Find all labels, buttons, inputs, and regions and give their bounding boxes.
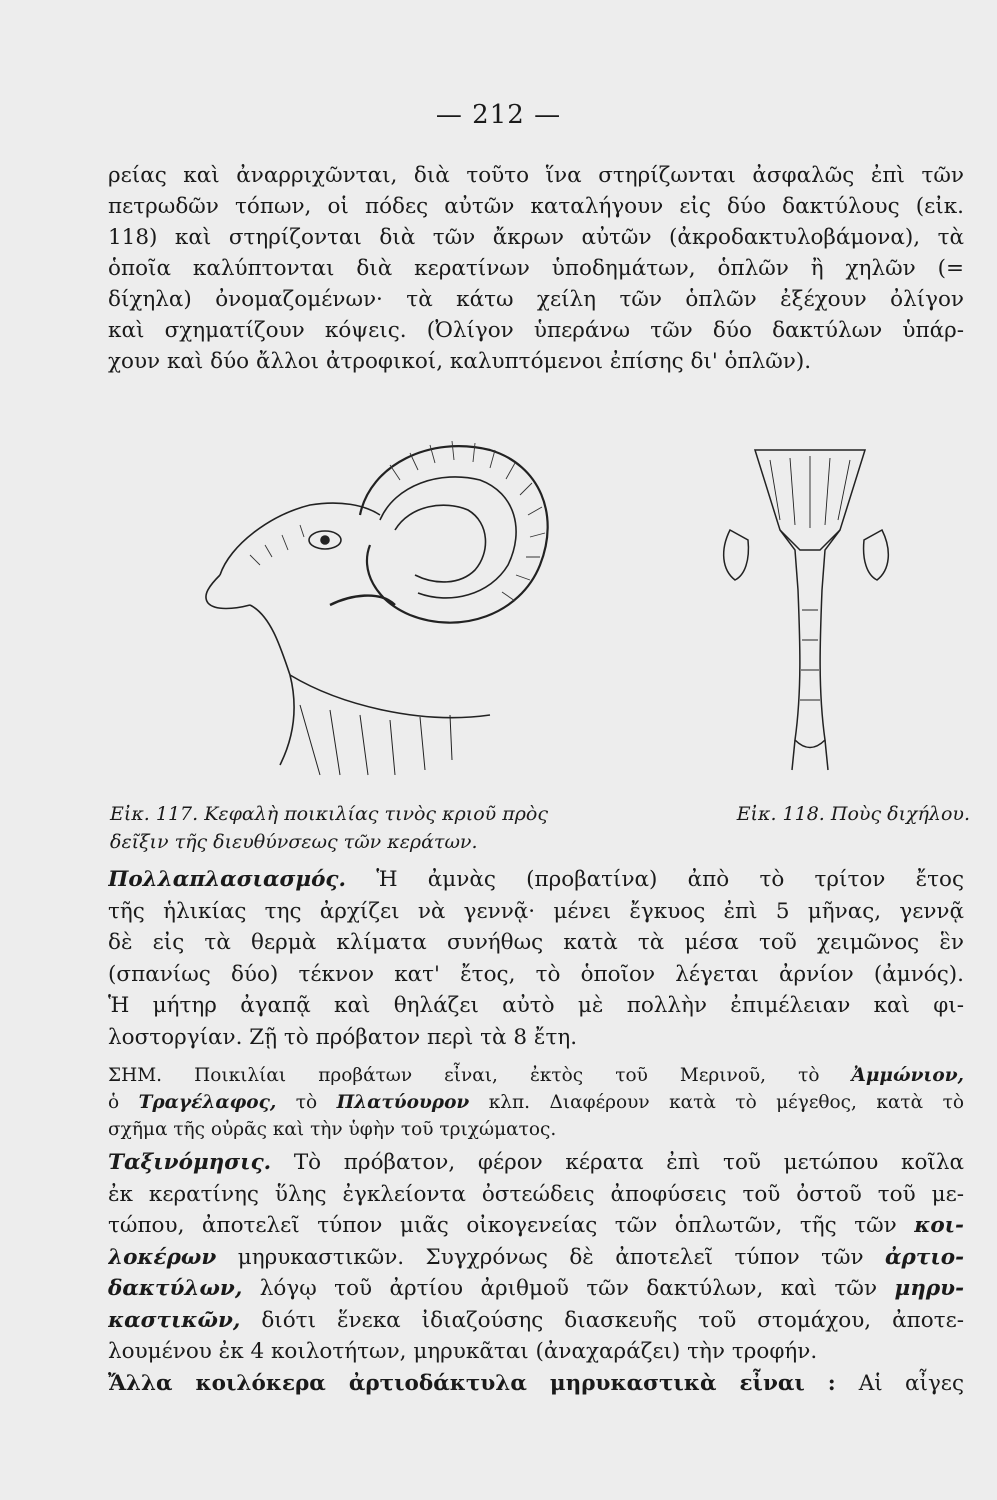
ram-head-illustration	[190, 405, 570, 785]
term: Πλατύουρον	[336, 1092, 470, 1113]
reproduction-paragraph	[108, 864, 964, 1053]
text-line	[108, 1305, 964, 1337]
figure-118-caption: Εἰκ. 118. Ποὺς διχήλου.	[736, 803, 970, 825]
text-span: κλπ. Διαφέρουν κατὰ τὸ μέγεθος, κατὰ τὸ	[469, 1092, 964, 1113]
text-span: τώπου, ἀποτελεῖ τύπον μιᾶς οἰκογενείας τῶν ὁπλωτῶν, τῆς τῶν	[108, 1213, 915, 1238]
term: Τραγέλαφος,	[138, 1092, 277, 1113]
text-line: 118) καὶ στηρίζονται διὰ τῶν ἄκρων αὐτῶν (ἀκροδακτυλοβάμονα), τὰ	[108, 225, 964, 250]
term: λοκέρων	[108, 1244, 217, 1270]
text-line	[108, 1368, 964, 1400]
text-span: Τὸ πρόβατον, φέρον κέρατα ἐπὶ τοῦ μετώπου κοῖλα	[271, 1150, 964, 1175]
classification-paragraph	[108, 1147, 964, 1399]
text-line	[108, 1089, 964, 1116]
text-line: σχῆμα τῆς οὐρᾶς καὶ τὴν ὑφὴν τοῦ τριχώματος.	[108, 1119, 557, 1140]
text-line: πετρωδῶν τόπων, οἱ πόδες αὐτῶν καταλήγουν εἰς δύο δακτύλους (εἰκ.	[108, 194, 964, 219]
text-line: τῆς ἡλικίας της ἀρχίζει νὰ γεννᾷ· μένει ἔγκυος ἐπὶ 5 μῆνας, γεννᾷ	[108, 898, 964, 924]
text-line	[108, 1273, 964, 1305]
text-line: λουμένου ἐκ 4 κοιλοτήτων, μηρυκᾶται (ἀναχαράζει) τὴν τροφήν.	[108, 1339, 818, 1364]
text-span: λόγῳ τοῦ ἀρτίου ἀριθμοῦ τῶν δακτύλων, καὶ τῶν	[242, 1276, 895, 1301]
figure-117-caption	[110, 800, 610, 856]
section-heading: Ταξινόμησις.	[108, 1150, 272, 1175]
term: μηρυ-	[894, 1276, 964, 1301]
caption-line: δεῖξιν τῆς διευθύνσεως τῶν κεράτων.	[110, 831, 478, 853]
text-line: χουν καὶ δύο ἄλλοι ἀτροφικοί, καλυπτόμενοι ἐπίσης δι' ὁπλῶν).	[108, 349, 812, 374]
term: κοι-	[914, 1213, 964, 1238]
text-span: ΣΗΜ. Ποικιλίαι προβάτων εἶναι, ἐκτὸς τοῦ Μερινοῦ, τὸ	[108, 1065, 852, 1086]
text-line	[108, 864, 964, 896]
section-heading: Πολλαπλασιασμός.	[108, 867, 347, 892]
term: Ἀμμώνιον,	[851, 1065, 964, 1086]
text-line: ὁποῖα καλύπτονται διὰ κερατίνων ὑποδημάτων, ὁπλῶν ἢ χηλῶν (=	[108, 256, 964, 281]
term: δακτύλων,	[108, 1276, 243, 1301]
note-paragraph	[108, 1062, 964, 1143]
page-number: — 212 —	[435, 100, 562, 130]
text-line: δίχηλα) ὀνομαζομένων· τὰ κάτω χείλη τῶν ὁπλῶν ἐξέχουν ὀλίγον	[108, 287, 964, 312]
text-line: (σπανίως δύο) τέκνον κατ' ἔτος, τὸ ὁποῖον λέγεται ἀρνίον (ἀμνός).	[108, 961, 964, 987]
term: ἀρτιο-	[885, 1244, 964, 1270]
text-line: καὶ σχηματίζουν κόψεις. (Ὀλίγον ὑπεράνω τῶν δύο δακτύλων ὑπάρ-	[108, 318, 964, 343]
text-span: ὁ	[108, 1092, 139, 1113]
text-line	[108, 1062, 964, 1089]
text-span: Αἱ αἶγες	[858, 1370, 964, 1396]
text-line: Ἡ μήτηρ ἀγαπᾷ καὶ θηλάζει αὐτὸ μὲ πολλὴν ἐπιμέλειαν καὶ φι-	[108, 993, 964, 1018]
text-span: Ἡ ἀμνὰς (προβατίνα) ἀπὸ τὸ τρίτον ἔτος	[346, 867, 964, 892]
cloven-foot-illustration	[710, 440, 910, 780]
text-line: λοστοργίαν. Ζῇ τὸ πρόβατον περὶ τὰ 8 ἔτη.	[108, 1024, 578, 1050]
text-line	[108, 1210, 964, 1242]
text-span: μηρυκαστικῶν. Συγχρόνως δὲ ἀποτελεῖ τύπον τῶν	[216, 1244, 886, 1270]
text-line: ἐκ κερατίνης ὕλης ἐγκλείοντα ὀστεώδεις ἀποφύσεις τοῦ ὀστοῦ τοῦ με-	[108, 1181, 964, 1207]
text-line	[108, 1242, 964, 1274]
caption-line: Εἰκ. 117. Κεφαλὴ ποικιλίας τινὸς κριοῦ πρὸς	[110, 803, 548, 825]
text-span: Ἄλλα κοιλόκερα ἀρτιοδάκτυλα μηρυκαστικὰ εἶναι :	[108, 1370, 859, 1396]
intro-paragraph	[108, 160, 964, 377]
term: καστικῶν,	[108, 1307, 241, 1333]
figures	[190, 405, 970, 785]
text-span: τὸ	[276, 1092, 337, 1113]
text-line: δὲ εἰς τὰ θερμὰ κλίματα συνήθως κατὰ τὰ μέσα τοῦ χειμῶνος ἓν	[108, 930, 964, 955]
text-span: διότι ἕνεκα ἰδιαζούσης διασκευῆς τοῦ στομάχου, ἀποτε-	[240, 1307, 964, 1333]
text-line	[108, 1147, 964, 1179]
text-line: ρείας καὶ ἀναρριχῶνται, διὰ τοῦτο ἵνα στηρίζωνται ἀσφαλῶς ἐπὶ τῶν	[108, 163, 964, 188]
